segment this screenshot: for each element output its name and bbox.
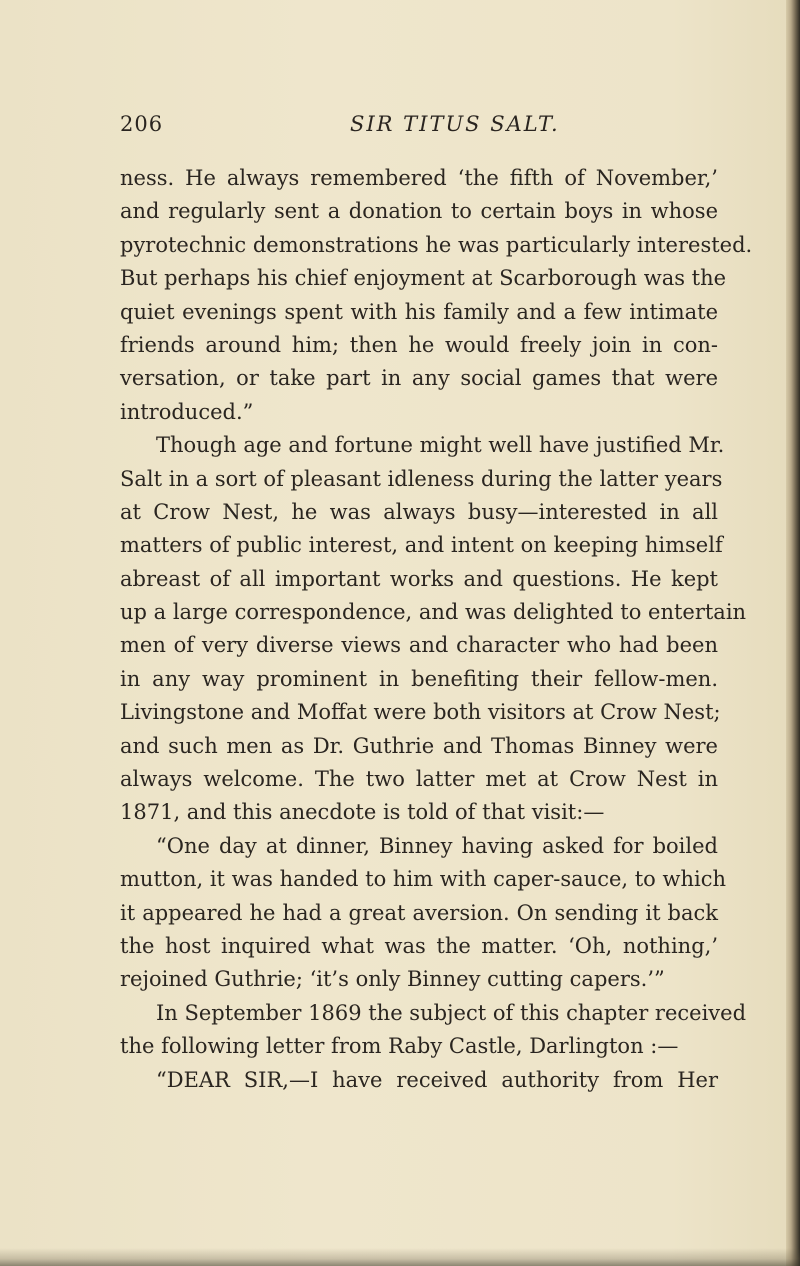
text-line: the host inquired what was the matter. ‘Oh, nothing,’ bbox=[120, 933, 718, 958]
body-text bbox=[120, 162, 753, 1097]
page-bottom-shadow bbox=[0, 1248, 800, 1266]
text-line: “DEAR SIR,—I have received authority from Her bbox=[156, 1067, 718, 1092]
text-line: the following letter from Raby Castle, Darlington :— bbox=[120, 1034, 679, 1059]
text-line: men of very diverse views and character who had been bbox=[120, 633, 718, 658]
text-line: pyrotechnic demonstrations he was particularly interested. bbox=[120, 232, 753, 257]
text-line: friends around him; then he would freely join in con- bbox=[120, 332, 718, 357]
text-line: quiet evenings spent with his family and a few intimate bbox=[120, 299, 718, 324]
text-line: versation, or take part in any social games that were bbox=[120, 366, 718, 391]
text-line: abreast of all important works and questions. He kept bbox=[120, 566, 718, 591]
page-header bbox=[120, 112, 700, 142]
text-line: “One day at dinner, Binney having asked for boiled bbox=[156, 833, 718, 858]
text-line: Salt in a sort of pleasant idleness during the latter years bbox=[120, 466, 723, 491]
text-line: and such men as Dr. Guthrie and Thomas Binney were bbox=[120, 733, 718, 758]
page-edge-shadow bbox=[786, 0, 800, 1266]
text-line: mutton, it was handed to him with caper-sauce, to which bbox=[120, 867, 726, 892]
text-line: matters of public interest, and intent on keeping himself bbox=[120, 533, 723, 558]
text-line: and regularly sent a donation to certain boys in whose bbox=[120, 199, 718, 224]
text-line: introduced.” bbox=[120, 399, 254, 424]
text-line: in any way prominent in benefiting their fellow-men. bbox=[120, 666, 718, 691]
running-title: SIR TITUS SALT. bbox=[350, 112, 560, 136]
text-line: Though age and fortune might well have justified Mr. bbox=[156, 433, 725, 458]
text-line: at Crow Nest, he was always busy—interested in all bbox=[120, 499, 718, 524]
text-line: Livingstone and Moffat were both visitors at Crow Nest; bbox=[120, 700, 721, 725]
text-line: rejoined Guthrie; ‘it’s only Binney cutting capers.’” bbox=[120, 967, 665, 992]
text-line: up a large correspondence, and was delighted to entertain bbox=[120, 600, 747, 625]
text-line: ness. He always remembered ‘the fifth of November,’ bbox=[120, 166, 718, 190]
text-line: 1871, and this anecdote is told of that visit:— bbox=[120, 800, 605, 825]
text-line: it appeared he had a great aversion. On sending it back bbox=[120, 900, 718, 925]
page-number: 206 bbox=[120, 112, 164, 136]
text-line: always welcome. The two latter met at Crow Nest in bbox=[120, 767, 718, 792]
text-line: But perhaps his chief enjoyment at Scarborough was the bbox=[120, 266, 727, 291]
text-line: In September 1869 the subject of this chapter received bbox=[156, 1000, 747, 1025]
